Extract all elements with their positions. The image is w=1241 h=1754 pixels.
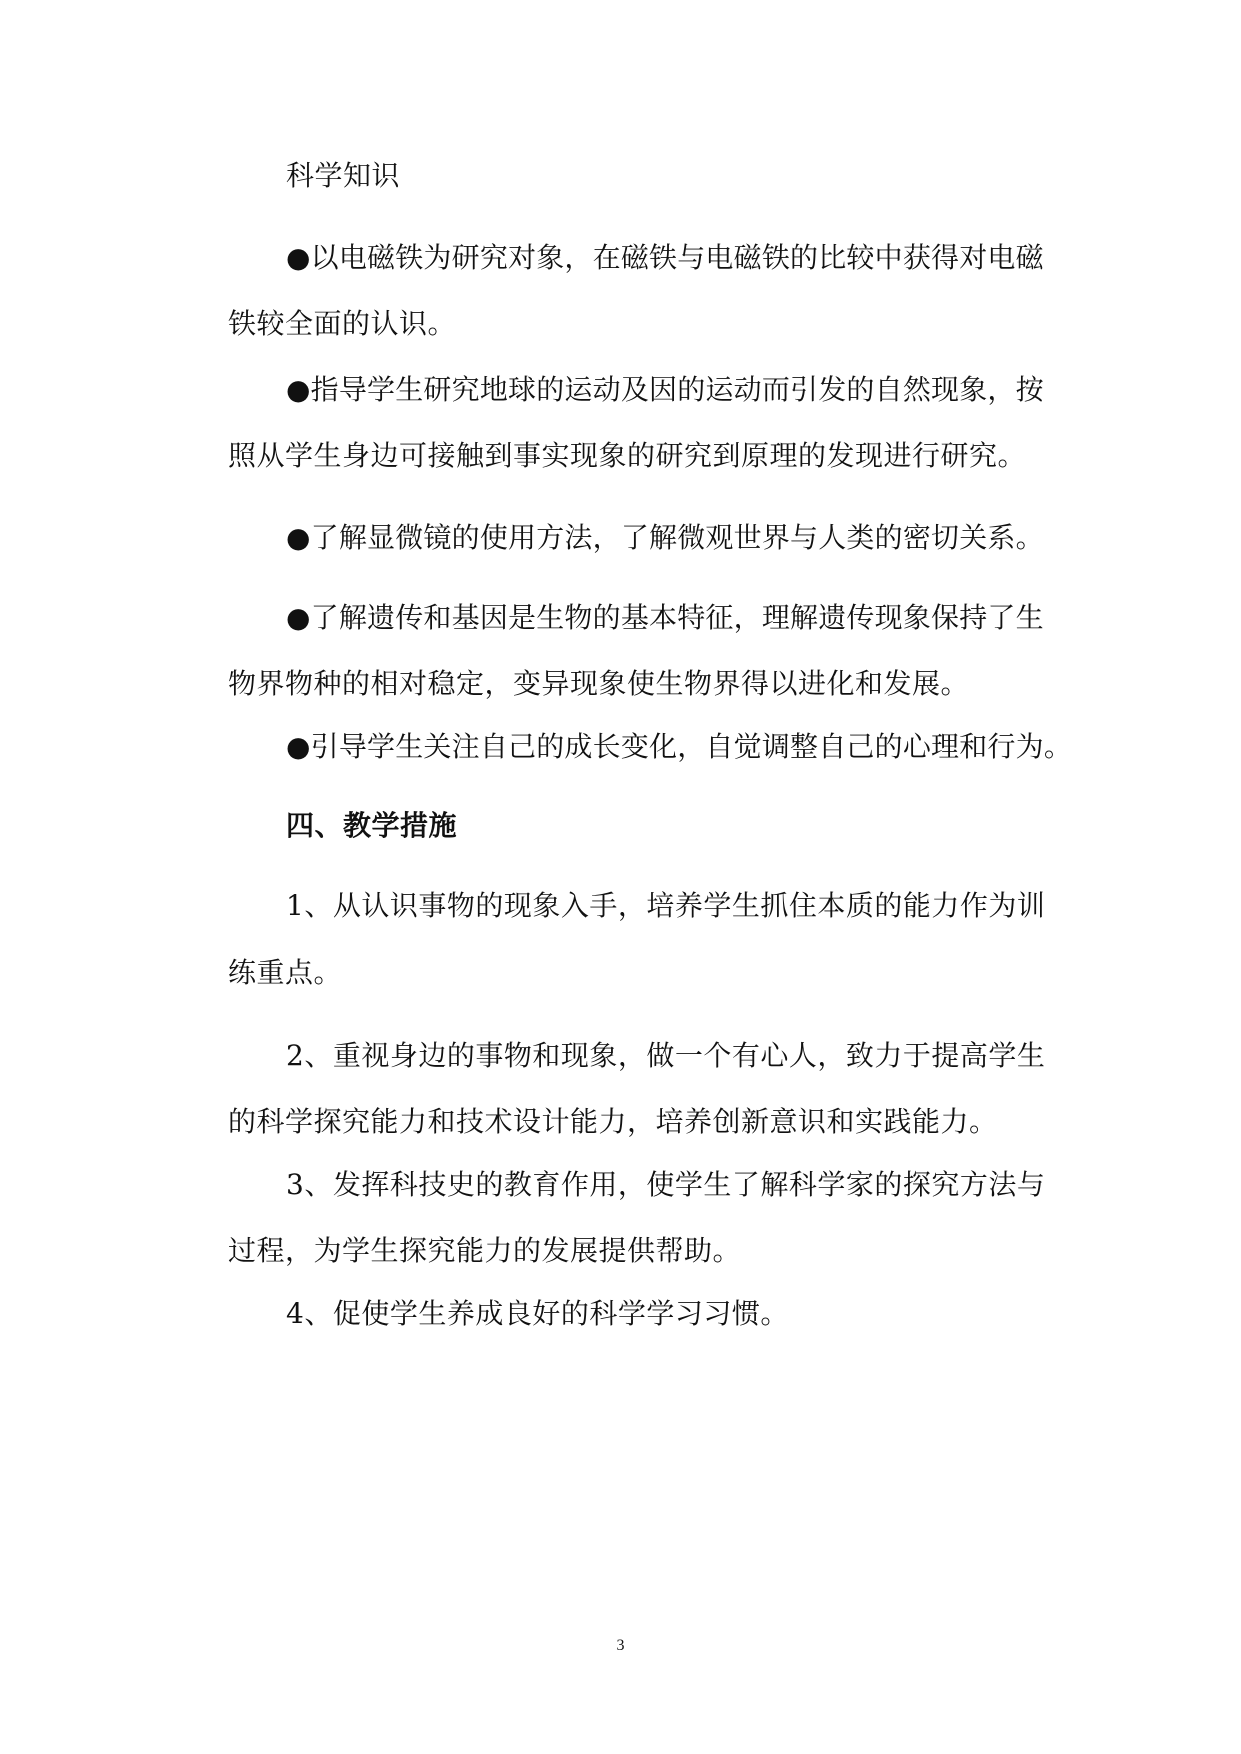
bullet-1-line-1: ●以电磁铁为研究对象，在磁铁与电磁铁的比较中获得对电磁 — [286, 241, 1044, 274]
measure-3-line-2: 过程，为学生探究能力的发展提供帮助。 — [228, 1234, 742, 1267]
bullet-3-line-1: ●了解显微镜的使用方法，了解微观世界与人类的密切关系。 — [286, 521, 1044, 554]
measure-3-line-1: 3、发挥科技史的教育作用，使学生了解科学家的探究方法与 — [286, 1168, 1046, 1201]
bullet-2-line-2: 照从学生身边可接触到事实现象的研究到原理的发现进行研究。 — [228, 439, 1027, 472]
measure-2-line-2: 的科学探究能力和技术设计能力，培养创新意识和实践能力。 — [228, 1105, 998, 1138]
measure-2-line-1: 2、重视身边的事物和现象，做一个有心人，致力于提高学生 — [286, 1039, 1046, 1072]
bullet-5-line-1: ●引导学生关注自己的成长变化，自觉调整自己的心理和行为。 — [286, 730, 1073, 763]
section-heading: 四、教学措施 — [286, 809, 458, 842]
section-label: 科学知识 — [286, 159, 401, 192]
measure-4-line-1: 4、促使学生养成良好的科学学习习惯。 — [286, 1297, 789, 1330]
bullet-1-line-2: 铁较全面的认识。 — [228, 307, 457, 340]
bullet-4-line-1: ●了解遗传和基因是生物的基本特征，理解遗传现象保持了生 — [286, 601, 1044, 634]
page-number: 3 — [616, 1637, 625, 1654]
bullet-2-line-1: ●指导学生研究地球的运动及因的运动而引发的自然现象，按 — [286, 373, 1044, 406]
measure-1-line-1: 1、从认识事物的现象入手，培养学生抓住本质的能力作为训 — [286, 889, 1046, 922]
bullet-4-line-2: 物界物种的相对稳定，变异现象使生物界得以进化和发展。 — [228, 667, 970, 700]
measure-1-line-2: 练重点。 — [228, 956, 343, 989]
